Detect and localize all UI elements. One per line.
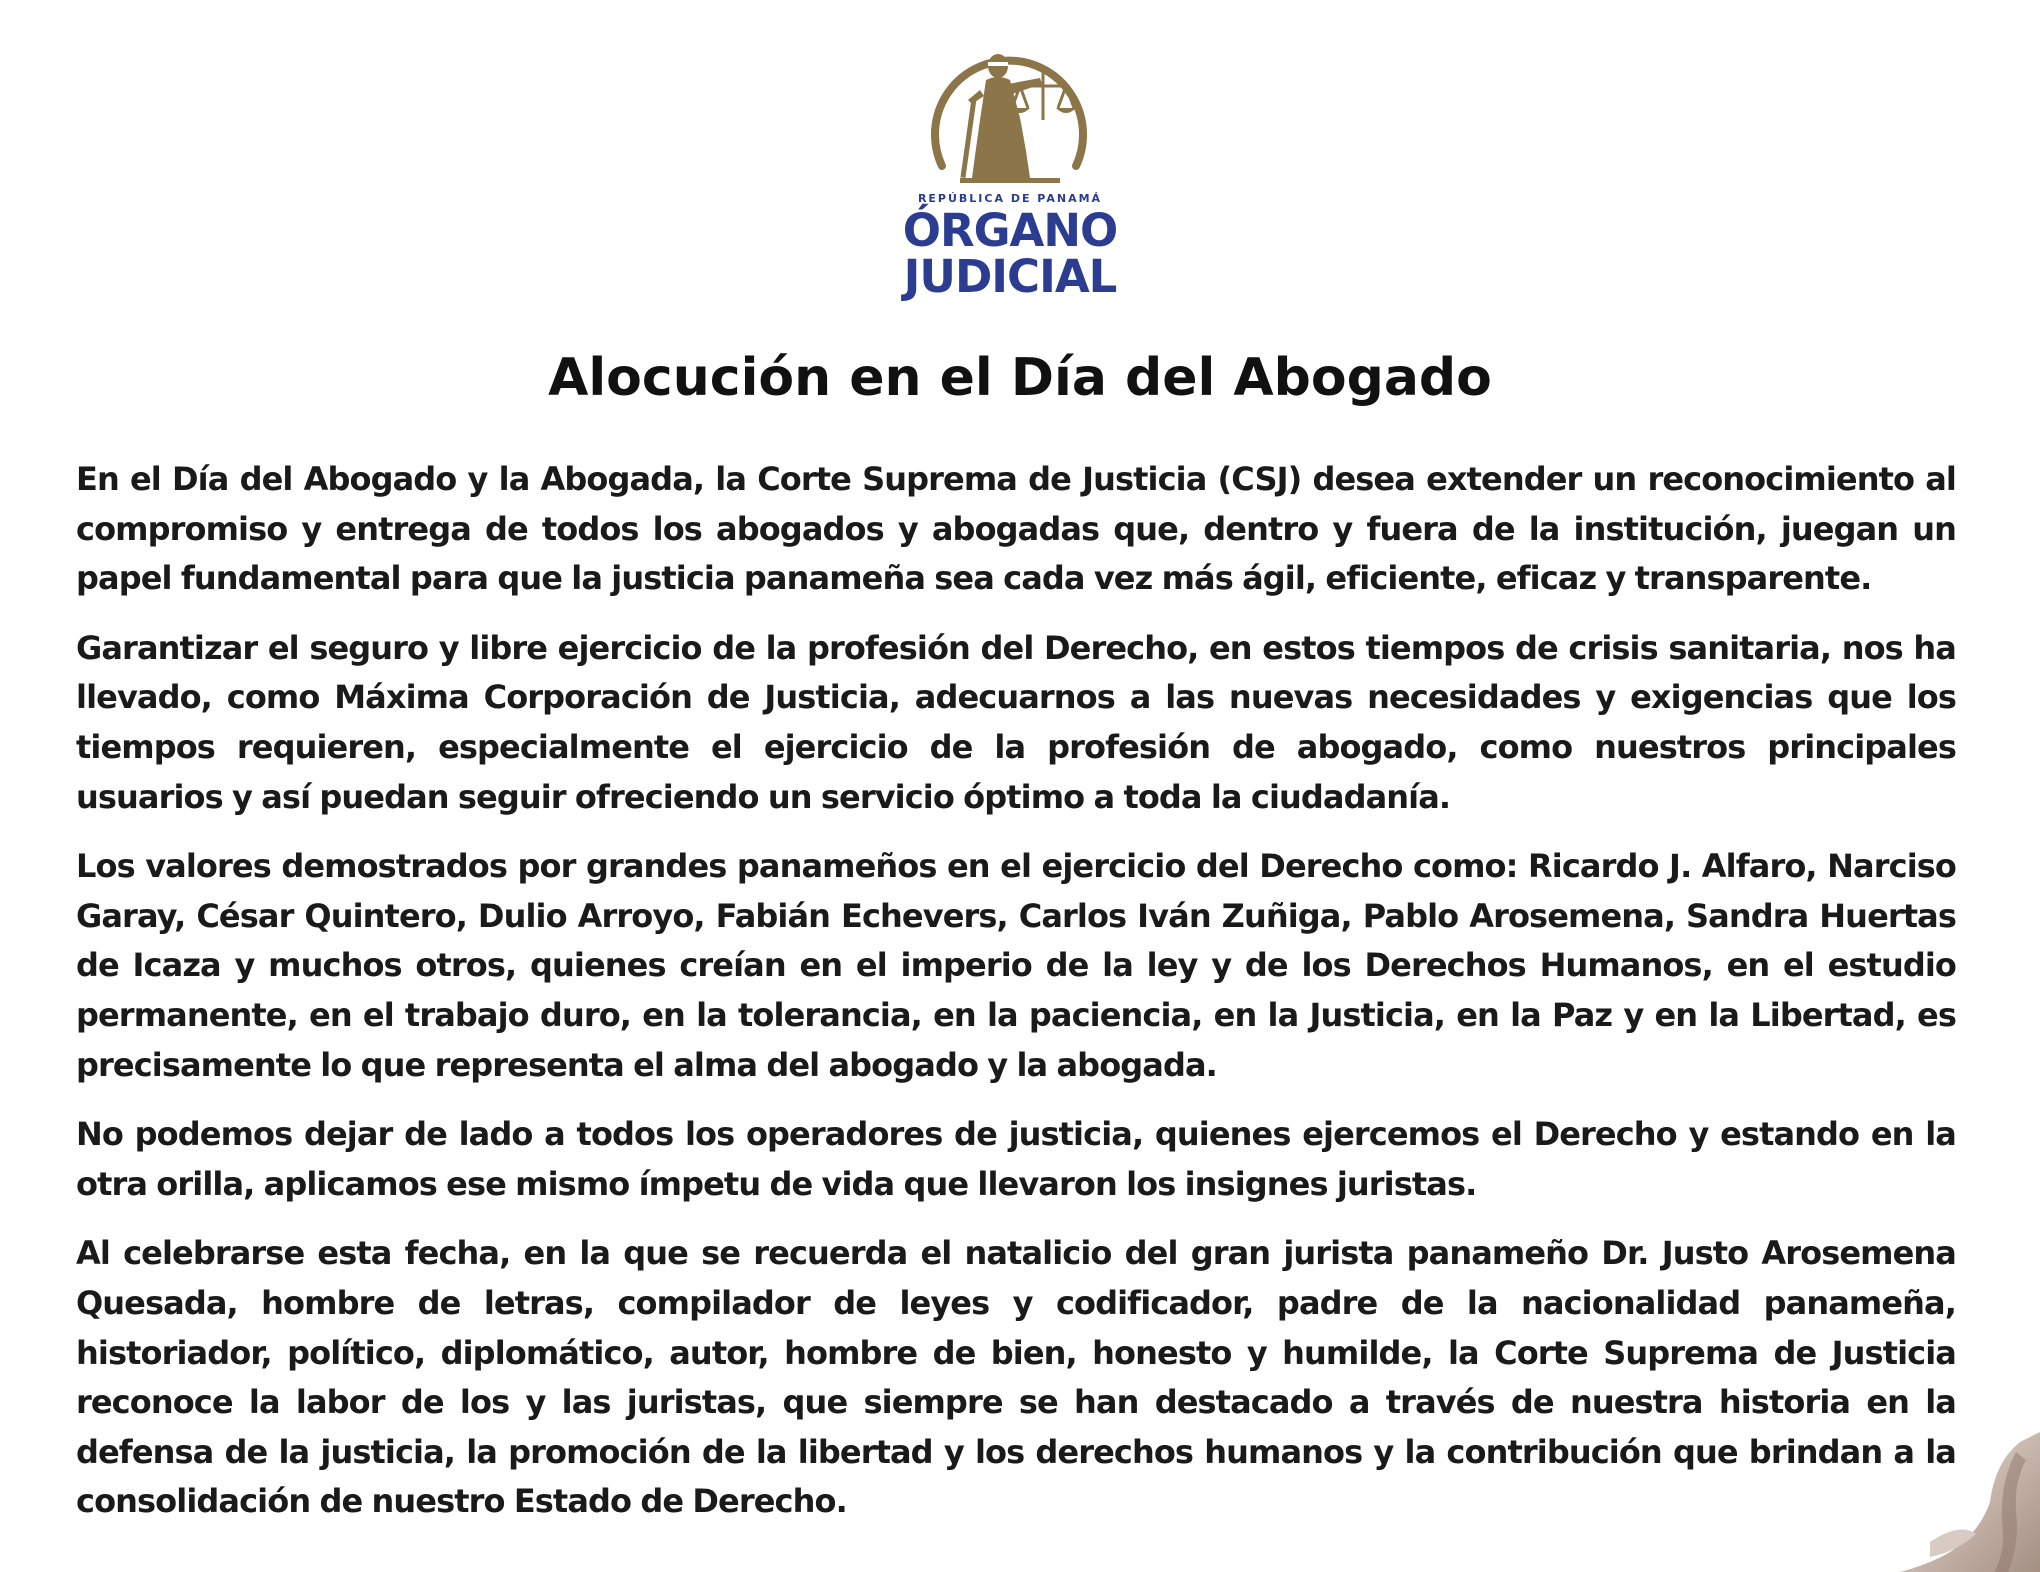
document-title: Alocución en el Día del Abogado — [548, 348, 1492, 408]
paragraph: No podemos dejar de lado a todos los operadores de justicia, quienes ejercemos el Derecho y estando en la otra orilla, aplicamos ese mismo ímpetu de vida que llevaron los insignes juristas. — [76, 1115, 1956, 1203]
logo-line-organo: ÓRGANO — [902, 204, 1118, 257]
paragraph: Garantizar el seguro y libre ejercicio de la profesión del Derecho, en estos tiempos de crisis sanitaria, nos ha llevado, como Máxima Corporación de Justicia, adecuarnos a las nuevas necesidades y exigencias que los tiempos requieren, especialmente el ejercicio de la profesión de abogado, como nuestros principales usuarios y así puedan seguir ofreciendo un servicio óptimo a toda la ciudadanía. — [76, 628, 1956, 816]
organo-judicial-logo — [880, 28, 1140, 303]
statue-watermark-icon — [1780, 1352, 2040, 1572]
logo-subtitle: REPÚBLICA DE PANAMÁ — [917, 192, 1103, 205]
paragraph: Los valores demostrados por grandes panameños en el ejercicio del Derecho como: Ricardo J. Alfaro, Narciso Garay, César Quintero, Dulio Arroyo, Fabián Echevers, Carlos Iván Zuñiga, Pablo Arosemena, Sandra Huertas de Icaza y muchos otros, quienes creían en el imperio de la ley y de los Derechos Humanos, en el estudio permanente, en el trabajo duro, en la tolerancia, en la paciencia, en la Justicia, en la Paz y en la Libertad, es precisamente lo que representa el alma del abogado y la abogada. — [76, 847, 1956, 1084]
document-body — [76, 455, 1956, 1547]
logo-line-judicial: JUDICIAL — [903, 250, 1117, 303]
lady-justice-emblem-icon — [880, 28, 1140, 198]
paragraph: En el Día del Abogado y la Abogada, la Corte Suprema de Justicia (CSJ) desea extender un reconocimiento al compromiso y entrega de todos los abogados y abogadas que, dentro y fuera de la institución, juegan un papel fundamental para que la justicia panameña sea cada vez más ágil, eficiente, eficaz y transparente. — [76, 460, 1956, 598]
paragraph: Al celebrarse esta fecha, en la que se recuerda el natalicio del gran jurista panameño Dr. Justo Arosemena Quesada, hombre de letras, compilador de leyes y codificador, padre de la nacionalidad panameña, historiador, político, diplomático, autor, hombre de bien, honesto y humilde, la Corte Suprema de Justicia reconoce la labor de los y las juristas, que siempre se han destacado a través de nuestra historia en la defensa de la justicia, la promoción de la libertad y los derechos humanos y la contribución que brindan a la consolidación de nuestro Estado de Derecho. — [76, 1234, 1956, 1521]
